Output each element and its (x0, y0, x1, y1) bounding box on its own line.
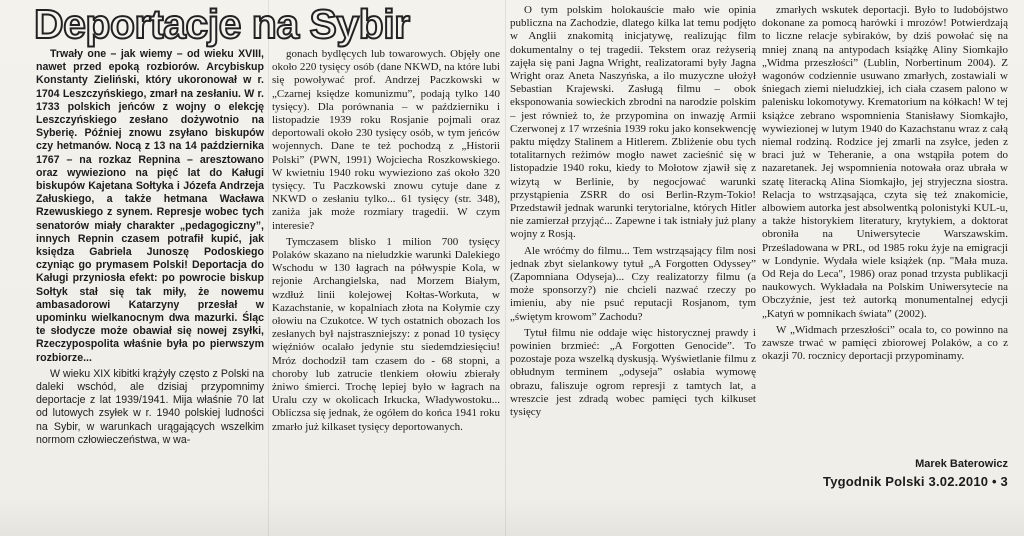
article-column-2 (272, 48, 500, 478)
article-column-1 (36, 48, 264, 478)
paragraph: gonach bydlęcych lub towarowych. Objęły one około 220 tysięcy osób (dane NKWD, na które lubi się powoływać prof. Andrzej Paczkowski w „Czarnej księdze komunizmu”, podają tylko 140 tysięcy). Dla porównania – w październiku i listopadzie 1939 roku Rosjanie pojmali oraz deportowali około 230 tysięcy osób, w tym jeńców wojennych. Dane te też pochodzą z „Historii Polski” (PWN, 1991) Wojciecha Roszkowskiego. W kwietniu 1940 roku wywieziono zaś około 320 tysięcy. Tu Paczkowski znowu cytuje dane z NKWD o zesłaniu tylko... 61 tysięcy (str. 348), zaniża jak może rozmiary tragedii. W czym interesie? (272, 48, 500, 232)
article-column-4 (762, 4, 1008, 444)
paper-shadow (0, 500, 1024, 536)
paragraph: Tytuł filmu nie oddaje więc historycznej prawdy i powinien brzmieć: „A Forgotten Genocide”. To pozostaje poza wszelką dyskusją. Wyświetlanie filmu z obłudnym terminem „odyseja” osłabia wymowę obrazu, faliszuje ogrom represji z tamtych lat, a wreszcie jest zdradą wobec pamięci tych kilkuset tysięcy (510, 326, 756, 419)
publication-source: Tygodnik Polski 3.02.2010 • 3 (823, 474, 1008, 489)
paragraph: O tym polskim holokauście mało wie opinia publiczna na Zachodzie, dlatego kilka lat temu podjęto w Anglii znakomitą inicjatywę, realizując film dokumentalny o tej tragedii. Tekstem oraz reżyserią zajęła się pani Jagna Wright, realizatorami były Jagna Wright oraz Aneta Naszyńska, a ilo muzyczne ułożył Sebastian Krajewski. Zasługą filmu – obok eksponowania sowieckich zbrodni na narodzie polskim – jest również to, że przypomina on inwazję Armii Czerwonej z 17 września 1939 roku jako konsekwencję paktu między Stalinem a Hitlerem. Zbliżenie obu tych totalitarnych reżimów mogło nawet zacieśnić się w listopadzie 1940 roku, kiedy to Mołotow zjawił się z wizytą w Berlinie, by negocjować warunki przystąpienia ZSRR do osi Berlin-Rzym-Tokio! Przedstawił jednak warunki terytorialne, których Hitler nie zamierzał przyjąć... Zapewne i tak istniały już plany wojny z Rosją. (510, 4, 756, 241)
author-signature: Marek Baterowicz (915, 458, 1008, 470)
paragraph: zmarłych wskutek deportacji. Było to ludobójstwo dokonane za pomocą harówki i mrozów! Potwierdzają to liczne relacje sybiraków, by dziś powołać się na mniej znaną na antypodach książkę Aliny Siomkajło „Widma przeszłości” (Lublin, Norbertinum 2004). Z wagonów codziennie usuwano zmarłych, zostawiali w śniegach ziemi nieludzkiej, ich ciała czasem palono w palenisku lokomotywy. Krematorium na kółkach! W tej książce zebrano wspomnienia Stanisławy Siomkajło, wywiezionej w lutym 1940 do Kazachstanu wraz z całą niemal rodziną. Rodzice jej zmarli na zsyłce, jeden z braci już w Teheranie, a ona wstąpiła potem do nazaretanek. Jej wspomnienia notowała oraz ubrała w szatę literacką Alina Siomkajło, jej stryjeczna siostra. Relacja to wstrząsająca, czyta się też znakomicie, albowiem autorka jest absolwentką polonistyki KUL-u, a także historykiem literatury, krytykiem, a doktorat obroniła na Uniwersytecie Warszawskim. Prześladowana w PRL, od 1985 roku żyje na emigracji w Londynie. Wydała wiele książek (np. "Mała muza. Od Reja do Leca", 1986) oraz ponad trzysta publikacji naukowych. Wykładała na Polskim Uniwersytecie na Obczyźnie, jest też autorką monumentalnej edycji „Katyń w pomnikach świata” (2002). (762, 4, 1008, 320)
paragraph: W wieku XIX kibitki krążyły często z Polski na daleki wschód, ale dzisiaj przypomnimy deportacje z lat 1939/1941. Mija właśnie 70 lat od lutowych zsyłek w r. 1940 polskiej ludności na Sybir, w warunkach urągających wszelkim normom człowieczeństwa, w wa- (36, 367, 264, 446)
paragraph: Ale wróćmy do filmu... Tem wstrząsający film nosi jednak zbyt sielankowy tytuł „A Forgotten Odyssey” (Zapomniana Odyseja)... Czy realizatorzy filmu (a może sponsorzy?) nie chcieli nazwać rzeczy po imieniu, aby nie psuć reputacji Rosjanom, tym „świętym krowom” Zachodu? (510, 244, 756, 323)
paragraph: Trwały one – jak wiemy – od wieku XVIII, nawet przed epoką rozbiorów. Arcybiskup Konstanty Zieliński, który ukoronował w r. 1704 Leszczyńskiego, zmarł na zesłaniu. W r. 1733 polskich jeńców z wojny o elekcję Leszczyńskiego zesłano dożywotnio na Syberię. Później znowu zsyłano biskupów czy hetmanów. Nocą z 13 na 14 października 1767 – na rozkaz Repnina – aresztowano oraz wywieziono na pięć lat do Kaługi biskupów Kajetana Sołtyka i Józefa Andrzeja Załuskiego, a także hetmana Wacława Rzewuskiego z synem. Represje wobec tych senatorów miały charakter „pedagogiczny”, innych Repnin czasem potrafił kupić, jak księdza Gabriela Junoszę Podoskiego czyniąc go prymasem Polski! Deportacja do Kaługi przyniosła efekt: po powrocie biskup Sołtyk stał się tak miły, że nowemu ambasadorowi Katarzyny przesłał w upominku wielkanocnym dwa mazurki. Śląc te słodycze może obawiał się nowej zsyłki, Rzeczypospolita właśnie była po pierwszym rozbiorze... (36, 48, 264, 364)
paragraph: Tymczasem blisko 1 milion 700 tysięcy Polaków skazano na nieludzkie warunki Dalekiego Wschodu w 130 łagrach na półwyspie Kola, w rejonie Archangielska, nad Morzem Białym, wzdłuż linii kolejowej Kołtas-Workuta, w Kazachstanie, w kopalniach złota na Kołymie czy ołowiu na Czukotce. W tych ostatnich obozach los zesłanych był najstraszniejszy: z ponad 10 tysięcy więźniów ocalało jedynie stu siedemdziesięciu! Mróz dochodził tam czasem do - 68 stopni, a choroby lub zatrucie tlenkiem ołowiu zbierały żniwo śmierci. Trochę lepiej było w łagrach na Uralu czy w okolicach Irkucka, Władywostoku... Obliczsa się jednak, że ogółem do końca 1941 roku zmarło już kilkaset tysięcy deportowanych. (272, 235, 500, 433)
paragraph: W „Widmach przeszłości” ocala to, co powinno na zawsze trwać w pamięci zbiorowej Polaków, a co z okazji 70. rocznicy deportacji przypominamy. (762, 323, 1008, 363)
column-divider (268, 0, 269, 536)
column-divider (505, 0, 506, 536)
article-column-3 (510, 4, 756, 476)
headline: Deportacje na Sybir (34, 1, 410, 47)
